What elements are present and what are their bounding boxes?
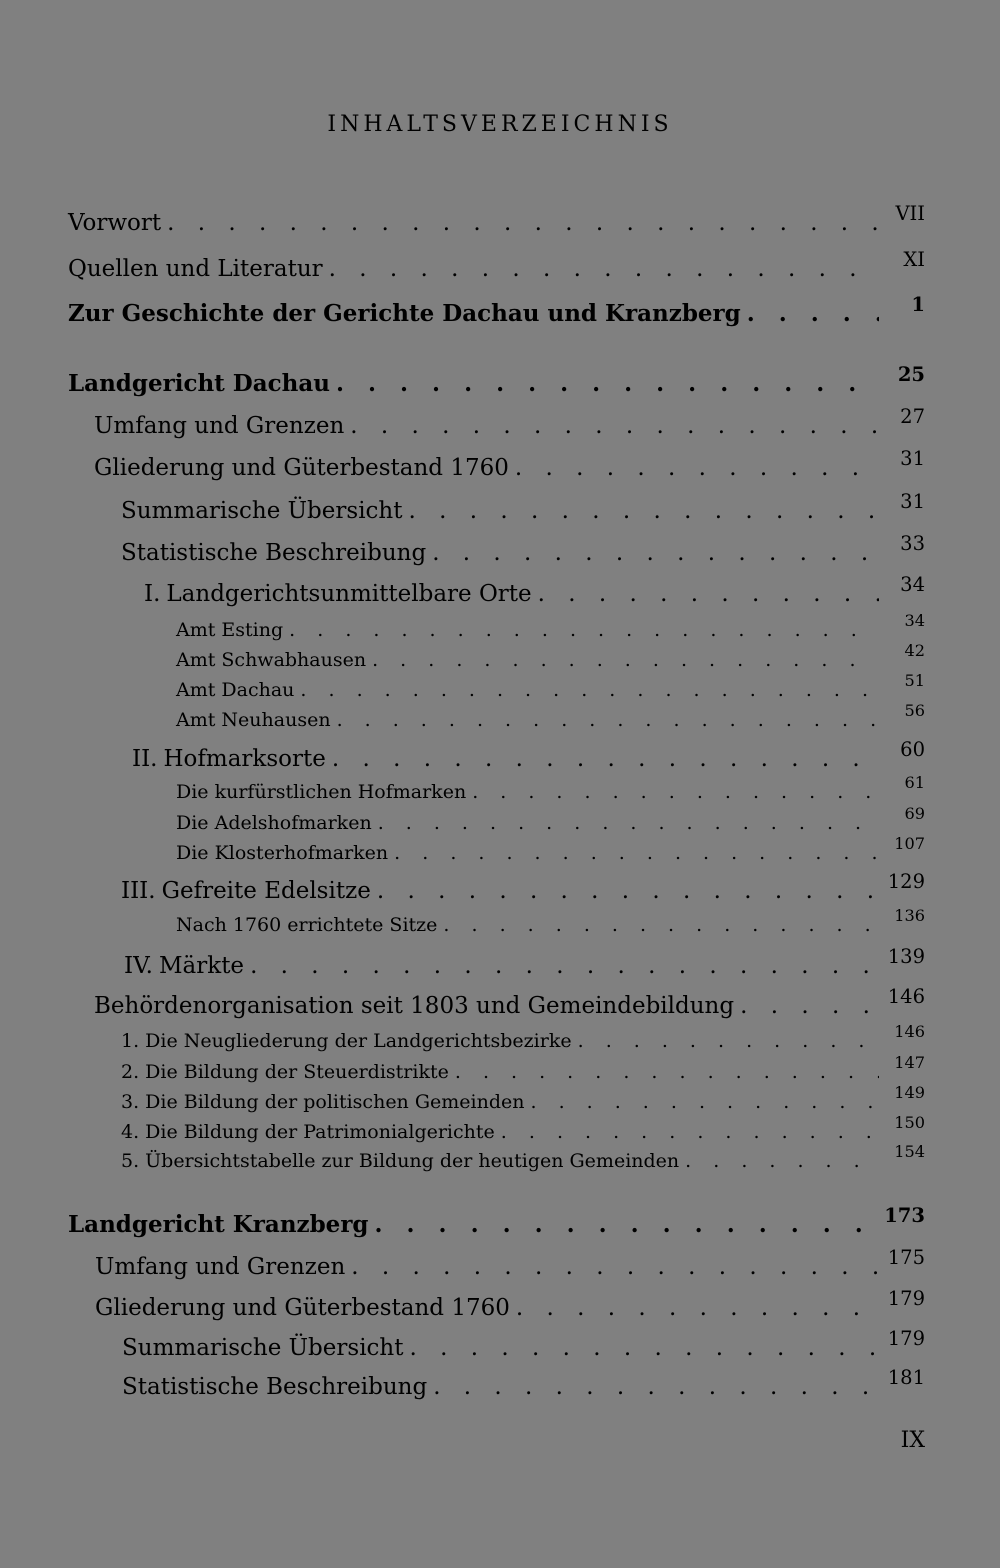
toc-entry-text: Statistische Beschreibung bbox=[122, 1374, 428, 1400]
toc-entry-page: 69 bbox=[904, 804, 925, 823]
toc-entry-text: Gliederung und Güterbestand 1760 bbox=[95, 1295, 510, 1321]
toc-entry-number: I. bbox=[144, 581, 161, 607]
toc-entry bbox=[121, 532, 925, 566]
toc-entry-page: 146 bbox=[894, 1022, 925, 1041]
toc-entry-page: 129 bbox=[887, 870, 925, 893]
toc-entry-text: Umfang und Grenzen bbox=[94, 413, 345, 439]
toc-entry-page: 27 bbox=[900, 405, 925, 428]
toc-entry bbox=[122, 1327, 925, 1361]
toc-entry bbox=[94, 405, 925, 439]
toc-entry-text: Die Adelshofmarken bbox=[176, 812, 372, 834]
toc-entry-text: Behördenorganisation seit 1803 und Gemeindebildung bbox=[94, 993, 735, 1019]
toc-entry-text: Vorwort bbox=[68, 210, 162, 236]
toc-entry-page: 175 bbox=[887, 1246, 925, 1269]
toc-entry bbox=[121, 1053, 925, 1083]
toc-entry-text: Amt Schwabhausen bbox=[176, 649, 367, 671]
toc-entry bbox=[144, 573, 925, 607]
toc-entry bbox=[176, 611, 925, 641]
page-number: IX bbox=[900, 1428, 925, 1453]
toc-entry-text: Die Bildung der Steuerdistrikte bbox=[145, 1061, 449, 1083]
toc-entry-text: Zur Geschichte der Gerichte Dachau und Kranzberg bbox=[68, 300, 741, 327]
toc-entry-page: 107 bbox=[894, 834, 925, 853]
toc-entry bbox=[176, 906, 925, 936]
toc-entry bbox=[124, 945, 925, 979]
toc-entry-page: 154 bbox=[894, 1142, 925, 1161]
toc-entry bbox=[94, 985, 925, 1019]
toc-entry-number: III. bbox=[121, 878, 156, 904]
toc-entry-page: XI bbox=[903, 248, 925, 271]
toc-entry-page: 181 bbox=[887, 1366, 925, 1389]
toc-entry-page: 25 bbox=[897, 363, 925, 386]
toc-entry-text: Die Bildung der Patrimonialgerichte bbox=[145, 1121, 495, 1143]
toc-entry-number: 3. bbox=[121, 1091, 140, 1113]
toc-entry bbox=[176, 773, 925, 803]
toc-entry bbox=[68, 202, 925, 236]
toc-entry-text: Amt Esting bbox=[176, 619, 284, 641]
toc-entry-page: 179 bbox=[887, 1287, 925, 1310]
toc-entry-page: 31 bbox=[900, 490, 925, 513]
toc-entry-page: 31 bbox=[900, 447, 925, 470]
toc-entry-text: Gefreite Edelsitze bbox=[161, 878, 371, 904]
toc-entry-text: Statistische Beschreibung bbox=[121, 540, 427, 566]
toc-entry-page: 42 bbox=[904, 641, 925, 660]
toc-entry-page: 146 bbox=[887, 985, 925, 1008]
page-title: INHALTSVERZEICHNIS bbox=[327, 112, 673, 137]
toc-entry-text: Umfang und Grenzen bbox=[95, 1254, 346, 1280]
toc-entry-text: Übersichtstabelle zur Bildung der heutigen Gemeinden bbox=[145, 1150, 680, 1172]
toc-entry-page: 60 bbox=[900, 738, 925, 761]
toc-entry-text: Landgericht Kranzberg bbox=[68, 1211, 369, 1238]
toc-entry-page: 139 bbox=[887, 945, 925, 968]
toc-entry-number: IV. bbox=[124, 953, 153, 979]
toc-entry-page: 149 bbox=[894, 1083, 925, 1102]
toc-entry bbox=[68, 363, 925, 397]
toc-entry bbox=[132, 738, 925, 772]
toc-entry-text: Amt Dachau bbox=[176, 679, 295, 701]
toc-entry-text: Amt Neuhausen bbox=[176, 709, 331, 731]
toc-entry-page: 33 bbox=[900, 532, 925, 555]
toc-entry-text: Die Bildung der politischen Gemeinden bbox=[145, 1091, 525, 1113]
toc-entry bbox=[121, 490, 925, 524]
toc-entry-text: Die kurfürstlichen Hofmarken bbox=[176, 781, 467, 803]
toc-entry-page: 136 bbox=[894, 906, 925, 925]
toc-entry-page: 1 bbox=[911, 293, 925, 316]
toc-entry-text: Quellen und Literatur bbox=[68, 256, 323, 282]
toc-entry-page: 147 bbox=[894, 1053, 925, 1072]
toc-entry bbox=[176, 701, 925, 731]
toc-entry-number: II. bbox=[132, 746, 158, 772]
toc-entry bbox=[121, 1083, 925, 1113]
toc-entry bbox=[68, 1204, 925, 1238]
toc-entry-number: 2. bbox=[121, 1061, 140, 1083]
toc-entry-page: 179 bbox=[887, 1327, 925, 1350]
toc-entry-page: 61 bbox=[904, 773, 925, 792]
toc-entry bbox=[121, 870, 925, 904]
toc-entry-text: Nach 1760 errichtete Sitze bbox=[176, 914, 438, 936]
toc-entry-page: VII bbox=[895, 202, 925, 225]
toc-entry bbox=[176, 834, 925, 864]
toc-entry-page: 56 bbox=[904, 701, 925, 720]
toc-entry-text: Gliederung und Güterbestand 1760 bbox=[94, 455, 509, 481]
toc-entry-page: 34 bbox=[900, 573, 925, 596]
toc-entry bbox=[176, 804, 925, 834]
toc-entry-text: Märkte bbox=[159, 953, 245, 979]
toc-entry bbox=[122, 1366, 925, 1400]
toc-entry bbox=[176, 671, 925, 701]
toc-entry-text: Landgerichtsunmittelbare Orte bbox=[166, 581, 532, 607]
toc-entry bbox=[95, 1246, 925, 1280]
toc-entry-page: 34 bbox=[904, 611, 925, 630]
toc-entry-number: 4. bbox=[121, 1121, 140, 1143]
toc-entry bbox=[121, 1022, 925, 1052]
toc-entry-text: Die Klosterhofmarken bbox=[176, 842, 389, 864]
toc-entry-page: 150 bbox=[894, 1113, 925, 1132]
toc-entry bbox=[95, 1287, 925, 1321]
toc-entry bbox=[68, 293, 925, 327]
toc-entry-text: Summarische Übersicht bbox=[121, 498, 403, 524]
toc-entry-number: 5. bbox=[121, 1150, 140, 1172]
toc-entry-page: 51 bbox=[904, 671, 925, 690]
toc-entry-number: 1. bbox=[121, 1030, 140, 1052]
toc-entry-text: Hofmarksorte bbox=[163, 746, 326, 772]
toc-entry-text: Landgericht Dachau bbox=[68, 370, 331, 397]
toc-entry bbox=[176, 641, 925, 671]
toc-entry bbox=[68, 248, 925, 282]
toc-entry-text: Die Neugliederung der Landgerichtsbezirke bbox=[145, 1030, 572, 1052]
toc-entry bbox=[94, 447, 925, 481]
toc-entry bbox=[121, 1113, 925, 1143]
toc-entry-text: Summarische Übersicht bbox=[122, 1335, 404, 1361]
toc-entry-page: 173 bbox=[884, 1204, 925, 1227]
toc-entry bbox=[121, 1142, 925, 1172]
